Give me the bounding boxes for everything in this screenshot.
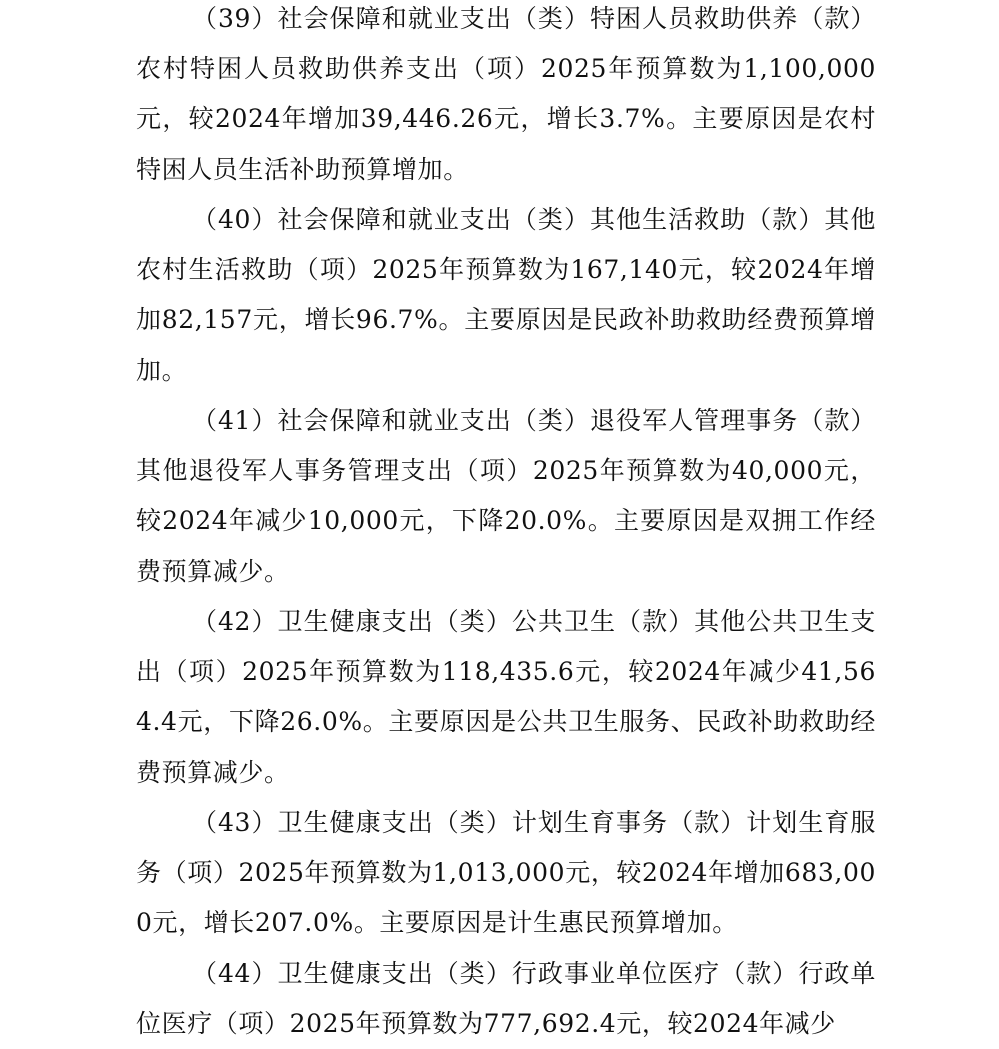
paragraph-39: （39）社会保障和就业支出（类）特困人员救助供养（款）农村特困人员救助供养支出（项）2025年预算数为1,100,000元，较2024年增加39,446.26元，增长3.7%。主要原因是农村特困人员生活补助预算增加。 [136, 4, 876, 184]
paragraph-42: （42）卫生健康支出（类）公共卫生（款）其他公共卫生支出（项）2025年预算数为118,435.6元，较2024年减少41,564.4元，下降26.0%。主要原因是公共卫生服务、民政补助救助经费预算减少。 [136, 607, 876, 787]
paragraph-40: （40）社会保障和就业支出（类）其他生活救助（款）其他农村生活救助（项）2025年预算数为167,140元，较2024年增加82,157元，增长96.7%。主要原因是民政补助救助经费预算增加。 [136, 205, 876, 385]
paragraph-44: （44）卫生健康支出（类）行政事业单位医疗（款）行政单位医疗（项）2025年预算数为777,692.4元，较2024年减少 [136, 959, 876, 1039]
paragraph-43: （43）卫生健康支出（类）计划生育事务（款）计划生育服务（项）2025年预算数为1,013,000元，较2024年增加683,000元，增长207.0%。主要原因是计生惠民预算增加。 [136, 808, 876, 938]
paragraph-41: （41）社会保障和就业支出（类）退役军人管理事务（款）其他退役军人事务管理支出（项）2025年预算数为40,000元，较2024年减少10,000元，下降20.0%。主要原因是双拥工作经费预算减少。 [136, 406, 876, 586]
